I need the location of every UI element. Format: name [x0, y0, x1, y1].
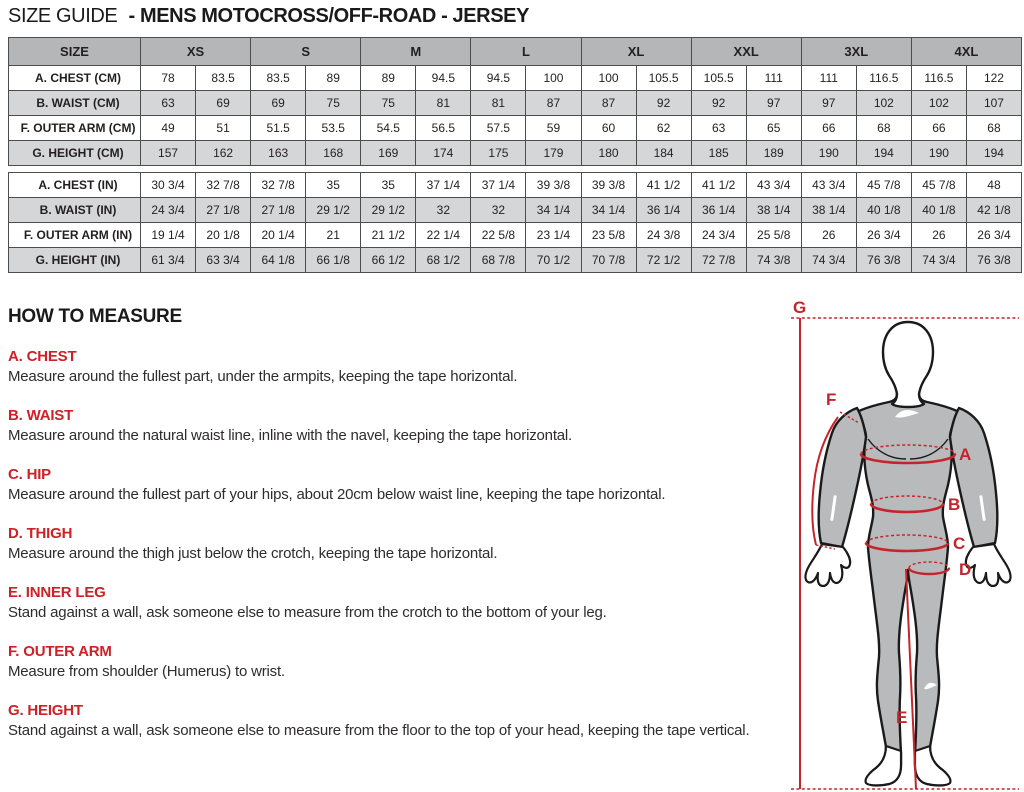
table-row: [9, 91, 1022, 116]
value-cell: 107: [966, 91, 1021, 116]
value-cell: 40 1/8: [856, 198, 911, 223]
value-cell: 174: [416, 141, 471, 166]
value-cell: 76 3/8: [856, 248, 911, 273]
value-cell: 68: [966, 116, 1021, 141]
row-label: A. CHEST (IN): [9, 173, 141, 198]
value-cell: 59: [526, 116, 581, 141]
value-cell: 92: [636, 91, 691, 116]
size-header-s: S: [251, 38, 361, 66]
value-cell: 39 3/8: [526, 173, 581, 198]
size-header-3xl: 3XL: [801, 38, 911, 66]
row-label: B. WAIST (CM): [9, 91, 141, 116]
table-row: [9, 116, 1022, 141]
figure-label-b: B: [948, 495, 961, 514]
value-cell: 111: [746, 66, 801, 91]
row-label: A. CHEST (CM): [9, 66, 141, 91]
value-cell: 24 3/8: [636, 223, 691, 248]
value-cell: 69: [251, 91, 306, 116]
measure-text-a-chest: Measure around the fullest part, under the armpits, keeping the tape horizontal.: [8, 368, 518, 385]
value-cell: 100: [526, 66, 581, 91]
value-cell: 87: [581, 91, 636, 116]
value-cell: 41 1/2: [636, 173, 691, 198]
measure-text-d-thigh: Measure around the thigh just below the crotch, keeping the tape horizontal.: [8, 545, 498, 562]
value-cell: 97: [801, 91, 856, 116]
value-cell: 20 1/8: [196, 223, 251, 248]
value-cell: 32: [471, 198, 526, 223]
value-cell: 20 1/4: [251, 223, 306, 248]
table-row: [9, 198, 1022, 223]
value-cell: 43 3/4: [801, 173, 856, 198]
value-cell: 97: [746, 91, 801, 116]
value-cell: 26 3/4: [856, 223, 911, 248]
measure-heading-a-chest: A. CHEST: [8, 348, 77, 365]
size-header-xxl: XXL: [691, 38, 801, 66]
value-cell: 29 1/2: [306, 198, 361, 223]
value-cell: 34 1/4: [581, 198, 636, 223]
table-row: [9, 66, 1022, 91]
value-cell: 169: [361, 141, 416, 166]
value-cell: 179: [526, 141, 581, 166]
table-row: [9, 223, 1022, 248]
size-table: [8, 37, 1022, 273]
value-cell: 37 1/4: [471, 173, 526, 198]
value-cell: 21: [306, 223, 361, 248]
value-cell: 105.5: [691, 66, 746, 91]
value-cell: 184: [636, 141, 691, 166]
table-row: [9, 248, 1022, 273]
measure-text-c-hip: Measure around the fullest part of your hips, about 20cm below waist line, keeping the tape horizontal.: [8, 486, 666, 503]
value-cell: 43 3/4: [746, 173, 801, 198]
value-cell: 190: [911, 141, 966, 166]
table-row: [9, 141, 1022, 166]
value-cell: 74 3/4: [911, 248, 966, 273]
value-cell: 157: [141, 141, 196, 166]
size-header-4xl: 4XL: [911, 38, 1021, 66]
value-cell: 32 7/8: [251, 173, 306, 198]
row-label: G. HEIGHT (IN): [9, 248, 141, 273]
size-table-header-row: [9, 38, 1022, 66]
value-cell: 94.5: [471, 66, 526, 91]
value-cell: 27 1/8: [196, 198, 251, 223]
left-hand: [805, 544, 850, 586]
value-cell: 168: [306, 141, 361, 166]
value-cell: 32 7/8: [196, 173, 251, 198]
value-cell: 69: [196, 91, 251, 116]
size-column-header: SIZE: [9, 38, 141, 66]
value-cell: 32: [416, 198, 471, 223]
value-cell: 111: [801, 66, 856, 91]
figure-label-c: C: [953, 534, 966, 553]
value-cell: 102: [856, 91, 911, 116]
value-cell: 22 1/4: [416, 223, 471, 248]
table-row: [9, 173, 1022, 198]
value-cell: 74 3/4: [801, 248, 856, 273]
value-cell: 75: [361, 91, 416, 116]
value-cell: 162: [196, 141, 251, 166]
measure-heading-e-inner-leg: E. INNER LEG: [8, 584, 106, 601]
value-cell: 78: [141, 66, 196, 91]
page-title: [0, 0, 1024, 28]
value-cell: 37 1/4: [416, 173, 471, 198]
value-cell: 35: [361, 173, 416, 198]
value-cell: 64 1/8: [251, 248, 306, 273]
value-cell: 41 1/2: [691, 173, 746, 198]
value-cell: 87: [526, 91, 581, 116]
value-cell: 190: [801, 141, 856, 166]
figure-label-f: F: [826, 390, 837, 409]
value-cell: 63: [141, 91, 196, 116]
value-cell: 75: [306, 91, 361, 116]
value-cell: 26 3/4: [966, 223, 1021, 248]
measure-text-b-waist: Measure around the natural waist line, inline with the navel, keeping the tape horizontal.: [8, 427, 573, 444]
figure-label-d: D: [959, 560, 972, 579]
value-cell: 26: [801, 223, 856, 248]
measure-text-f-outer-arm: Measure from shoulder (Humerus) to wrist.: [8, 663, 285, 680]
value-cell: 57.5: [471, 116, 526, 141]
value-cell: 62: [636, 116, 691, 141]
row-label: B. WAIST (IN): [9, 198, 141, 223]
figure-label-e: E: [896, 708, 908, 727]
size-header-xl: XL: [581, 38, 691, 66]
value-cell: 66: [801, 116, 856, 141]
value-cell: 63: [691, 116, 746, 141]
value-cell: 74 3/8: [746, 248, 801, 273]
page-title-main: - MENS MOTOCROSS/OFF-ROAD - JERSEY: [128, 5, 530, 27]
value-cell: 29 1/2: [361, 198, 416, 223]
value-cell: 39 3/8: [581, 173, 636, 198]
value-cell: 89: [361, 66, 416, 91]
value-cell: 25 5/8: [746, 223, 801, 248]
value-cell: 48: [966, 173, 1021, 198]
how-to-measure-title: HOW TO MEASURE: [8, 306, 182, 327]
measure-heading-f-outer-arm: F. OUTER ARM: [8, 643, 112, 660]
value-cell: 194: [966, 141, 1021, 166]
value-cell: 27 1/8: [251, 198, 306, 223]
measure-text-e-inner-leg: Stand against a wall, ask someone else to measure from the crotch to the bottom of your leg.: [8, 604, 607, 621]
how-to-measure-section: [8, 306, 788, 761]
value-cell: 102: [911, 91, 966, 116]
value-cell: 66 1/8: [306, 248, 361, 273]
value-cell: 36 1/4: [691, 198, 746, 223]
value-cell: 23 1/4: [526, 223, 581, 248]
value-cell: 22 5/8: [471, 223, 526, 248]
size-header-m: M: [361, 38, 471, 66]
value-cell: 26: [911, 223, 966, 248]
value-cell: 116.5: [911, 66, 966, 91]
right-arm: [950, 408, 997, 547]
value-cell: 40 1/8: [911, 198, 966, 223]
value-cell: 70 1/2: [526, 248, 581, 273]
head: [883, 322, 933, 407]
value-cell: 175: [471, 141, 526, 166]
value-cell: 35: [306, 173, 361, 198]
measure-item-f-outer-arm: [8, 643, 788, 681]
value-cell: 66 1/2: [361, 248, 416, 273]
measure-heading-g-height: G. HEIGHT: [8, 702, 83, 719]
value-cell: 105.5: [636, 66, 691, 91]
value-cell: 180: [581, 141, 636, 166]
value-cell: 81: [471, 91, 526, 116]
measurement-figure: [780, 295, 1024, 792]
measure-heading-b-waist: B. WAIST: [8, 407, 74, 424]
value-cell: 72 7/8: [691, 248, 746, 273]
value-cell: 83.5: [196, 66, 251, 91]
value-cell: 68 1/2: [416, 248, 471, 273]
size-header-l: L: [471, 38, 581, 66]
measure-item-a-chest: [8, 348, 788, 386]
row-label: G. HEIGHT (CM): [9, 141, 141, 166]
value-cell: 51: [196, 116, 251, 141]
value-cell: 24 3/4: [691, 223, 746, 248]
value-cell: 38 1/4: [746, 198, 801, 223]
value-cell: 81: [416, 91, 471, 116]
value-cell: 72 1/2: [636, 248, 691, 273]
value-cell: 68: [856, 116, 911, 141]
value-cell: 60: [581, 116, 636, 141]
measure-item-g-height: [8, 702, 788, 740]
value-cell: 30 3/4: [141, 173, 196, 198]
measure-item-b-waist: [8, 407, 788, 445]
value-cell: 23 5/8: [581, 223, 636, 248]
value-cell: 63 3/4: [196, 248, 251, 273]
table-section-gap: [9, 166, 1022, 173]
size-header-xs: XS: [141, 38, 251, 66]
value-cell: 42 1/8: [966, 198, 1021, 223]
value-cell: 89: [306, 66, 361, 91]
right-hand: [966, 544, 1011, 586]
value-cell: 51.5: [251, 116, 306, 141]
value-cell: 185: [691, 141, 746, 166]
value-cell: 61 3/4: [141, 248, 196, 273]
value-cell: 116.5: [856, 66, 911, 91]
left-arm: [819, 408, 866, 547]
value-cell: 76 3/8: [966, 248, 1021, 273]
left-foot: [866, 746, 901, 785]
value-cell: 66: [911, 116, 966, 141]
measure-text-g-height: Stand against a wall, ask someone else to measure from the floor to the top of your head, keeping the tape vertical.: [8, 722, 750, 739]
value-cell: 83.5: [251, 66, 306, 91]
value-cell: 65: [746, 116, 801, 141]
measure-item-d-thigh: [8, 525, 788, 563]
value-cell: 92: [691, 91, 746, 116]
value-cell: 21 1/2: [361, 223, 416, 248]
page-title-prefix: SIZE GUIDE: [8, 5, 118, 27]
value-cell: 189: [746, 141, 801, 166]
measure-item-e-inner-leg: [8, 584, 788, 622]
value-cell: 70 7/8: [581, 248, 636, 273]
value-cell: 163: [251, 141, 306, 166]
value-cell: 34 1/4: [526, 198, 581, 223]
value-cell: 122: [966, 66, 1021, 91]
value-cell: 24 3/4: [141, 198, 196, 223]
row-label: F. OUTER ARM (CM): [9, 116, 141, 141]
value-cell: 68 7/8: [471, 248, 526, 273]
right-foot: [915, 746, 950, 785]
row-label: F. OUTER ARM (IN): [9, 223, 141, 248]
value-cell: 45 7/8: [911, 173, 966, 198]
value-cell: 38 1/4: [801, 198, 856, 223]
value-cell: 53.5: [306, 116, 361, 141]
measure-heading-c-hip: C. HIP: [8, 466, 51, 483]
value-cell: 36 1/4: [636, 198, 691, 223]
measure-heading-d-thigh: D. THIGH: [8, 525, 73, 542]
value-cell: 54.5: [361, 116, 416, 141]
value-cell: 49: [141, 116, 196, 141]
value-cell: 19 1/4: [141, 223, 196, 248]
value-cell: 56.5: [416, 116, 471, 141]
figure-label-a: A: [959, 445, 972, 464]
value-cell: 100: [581, 66, 636, 91]
value-cell: 45 7/8: [856, 173, 911, 198]
value-cell: 194: [856, 141, 911, 166]
value-cell: 94.5: [416, 66, 471, 91]
figure-label-g: G: [793, 298, 807, 317]
measure-item-c-hip: [8, 466, 788, 504]
